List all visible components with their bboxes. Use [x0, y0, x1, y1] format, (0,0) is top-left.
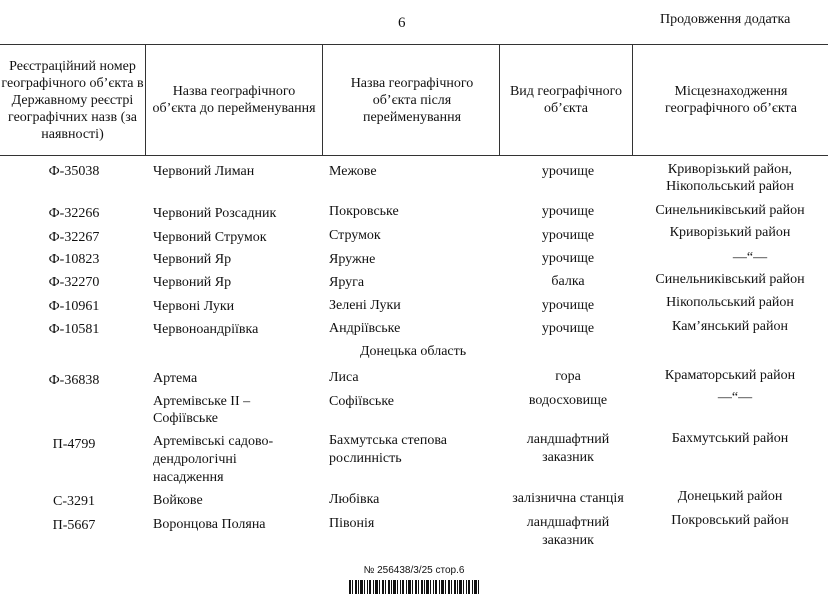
table-cell-reg: Ф-32266 — [48, 206, 100, 221]
table-cell-location: Криворізький район — [669, 225, 791, 240]
column-divider — [632, 44, 633, 156]
table-cell-location: Покровський район — [671, 513, 789, 528]
column-divider — [499, 44, 500, 156]
table-cell-location: Нікопольський район — [666, 179, 794, 194]
table-cell-kind: балка — [551, 274, 585, 289]
table-cell-kind: заказник — [542, 533, 594, 548]
table-cell-new-name: Яружне — [329, 252, 376, 267]
table-cell-old-name: дендрологічні — [153, 452, 237, 467]
table-cell-old-name: Червоноандріївка — [153, 322, 259, 337]
table-cell-old-name: Артема — [153, 371, 198, 386]
table-cell-old-name: Артемівські садово- — [153, 434, 274, 449]
table-cell-old-name: Червоний Яр — [153, 252, 232, 267]
table-cell-reg: Ф-32267 — [48, 230, 100, 245]
table-cell-reg: Ф-10823 — [48, 252, 100, 267]
table-cell-location: —“— — [732, 250, 768, 265]
page-number: 6 — [398, 15, 406, 31]
table-cell-new-name: Півонія — [329, 516, 375, 531]
table-cell-reg: Ф-35038 — [48, 164, 100, 179]
column-divider — [322, 44, 323, 156]
table-cell-kind: заказник — [542, 450, 594, 465]
table-cell-kind: урочище — [541, 204, 595, 219]
table-cell-kind: гора — [555, 369, 581, 384]
table-cell-old-name: Войкове — [153, 493, 203, 508]
table-cell-kind: урочище — [541, 228, 595, 243]
region-heading: Донецька область — [360, 344, 467, 359]
table-cell-kind: урочище — [541, 321, 595, 336]
table-cell-reg: П-4799 — [52, 437, 96, 452]
column-header-kind: Вид географічного об’єкта — [509, 84, 623, 116]
column-header-old-name: Назва географічного об’єкта до перейменування — [152, 84, 316, 116]
table-cell-location: Синельниківський район — [655, 272, 805, 287]
table-cell-reg: С-3291 — [53, 494, 95, 509]
continuation-label: Продовження додатка — [660, 12, 791, 27]
table-cell-kind: залізнична станція — [512, 491, 624, 506]
table-cell-kind: урочище — [541, 298, 595, 313]
table-cell-old-name: Артемівське II – — [153, 394, 251, 409]
table-cell-new-name: Зелені Луки — [329, 298, 401, 313]
table-cell-old-name: Червоний Яр — [153, 275, 232, 290]
table-cell-old-name: Червоні Луки — [153, 299, 235, 314]
table-cell-old-name: насадження — [153, 470, 224, 485]
table-cell-location: Донецький район — [677, 489, 783, 504]
table-cell-old-name: Червоний Лиман — [153, 164, 255, 179]
barcode — [349, 580, 479, 594]
column-divider — [145, 44, 146, 156]
table-cell-kind: ландшафтний — [526, 432, 610, 447]
column-header-new-name: Назва географічного об’єкта після перейменування — [350, 75, 474, 125]
table-cell-location: Нікопольський район — [666, 295, 794, 310]
table-cell-new-name: Бахмутська степова — [329, 433, 447, 448]
table-cell-new-name: Покровське — [329, 204, 399, 219]
table-cell-old-name: Червоний Розсадник — [153, 206, 277, 221]
table-cell-old-name: Софіївське — [153, 411, 218, 426]
table-cell-reg: Ф-10581 — [48, 322, 100, 337]
table-cell-location: Краматорський район — [664, 368, 796, 383]
table-cell-reg: П-5667 — [52, 518, 96, 533]
table-cell-new-name: Межове — [329, 164, 377, 179]
table-cell-location: Кам’янський район — [672, 319, 788, 334]
table-cell-new-name: Андріївське — [329, 321, 401, 336]
table-cell-new-name: Любівка — [329, 492, 380, 507]
table-cell-new-name: рослинність — [329, 451, 402, 466]
table-cell-old-name: Воронцова Поляна — [153, 517, 266, 532]
table-cell-location: Синельниківський район — [655, 203, 805, 218]
table-cell-location: Бахмутський район — [671, 431, 789, 446]
table-cell-location: Криворізький район, — [667, 162, 793, 177]
table-cell-kind: ландшафтний — [526, 515, 610, 530]
table-cell-kind: урочище — [541, 251, 595, 266]
table-cell-location: —“— — [717, 390, 753, 405]
table-cell-new-name: Струмок — [329, 228, 381, 243]
table-cell-kind: урочище — [541, 164, 595, 179]
table-cell-new-name: Лиса — [329, 370, 359, 385]
column-header-registry: Реєстраційний номер географічного об’єкта в Державному реєстрі географічних назв (за наявності) — [1, 58, 144, 142]
table-cell-old-name: Червоний Струмок — [153, 230, 267, 245]
table-cell-new-name: Яруга — [329, 275, 365, 290]
column-header-location: Місцезнаходження географічного об’єкта — [664, 84, 798, 116]
document-number: № 256438/3/25 стор.6 — [363, 565, 465, 576]
table-cell-new-name: Софіївське — [329, 394, 394, 409]
table-cell-reg: Ф-32270 — [48, 275, 100, 290]
table-cell-reg: Ф-36838 — [48, 373, 100, 388]
table-cell-kind: водосховище — [528, 393, 608, 408]
table-cell-reg: Ф-10961 — [48, 299, 100, 314]
